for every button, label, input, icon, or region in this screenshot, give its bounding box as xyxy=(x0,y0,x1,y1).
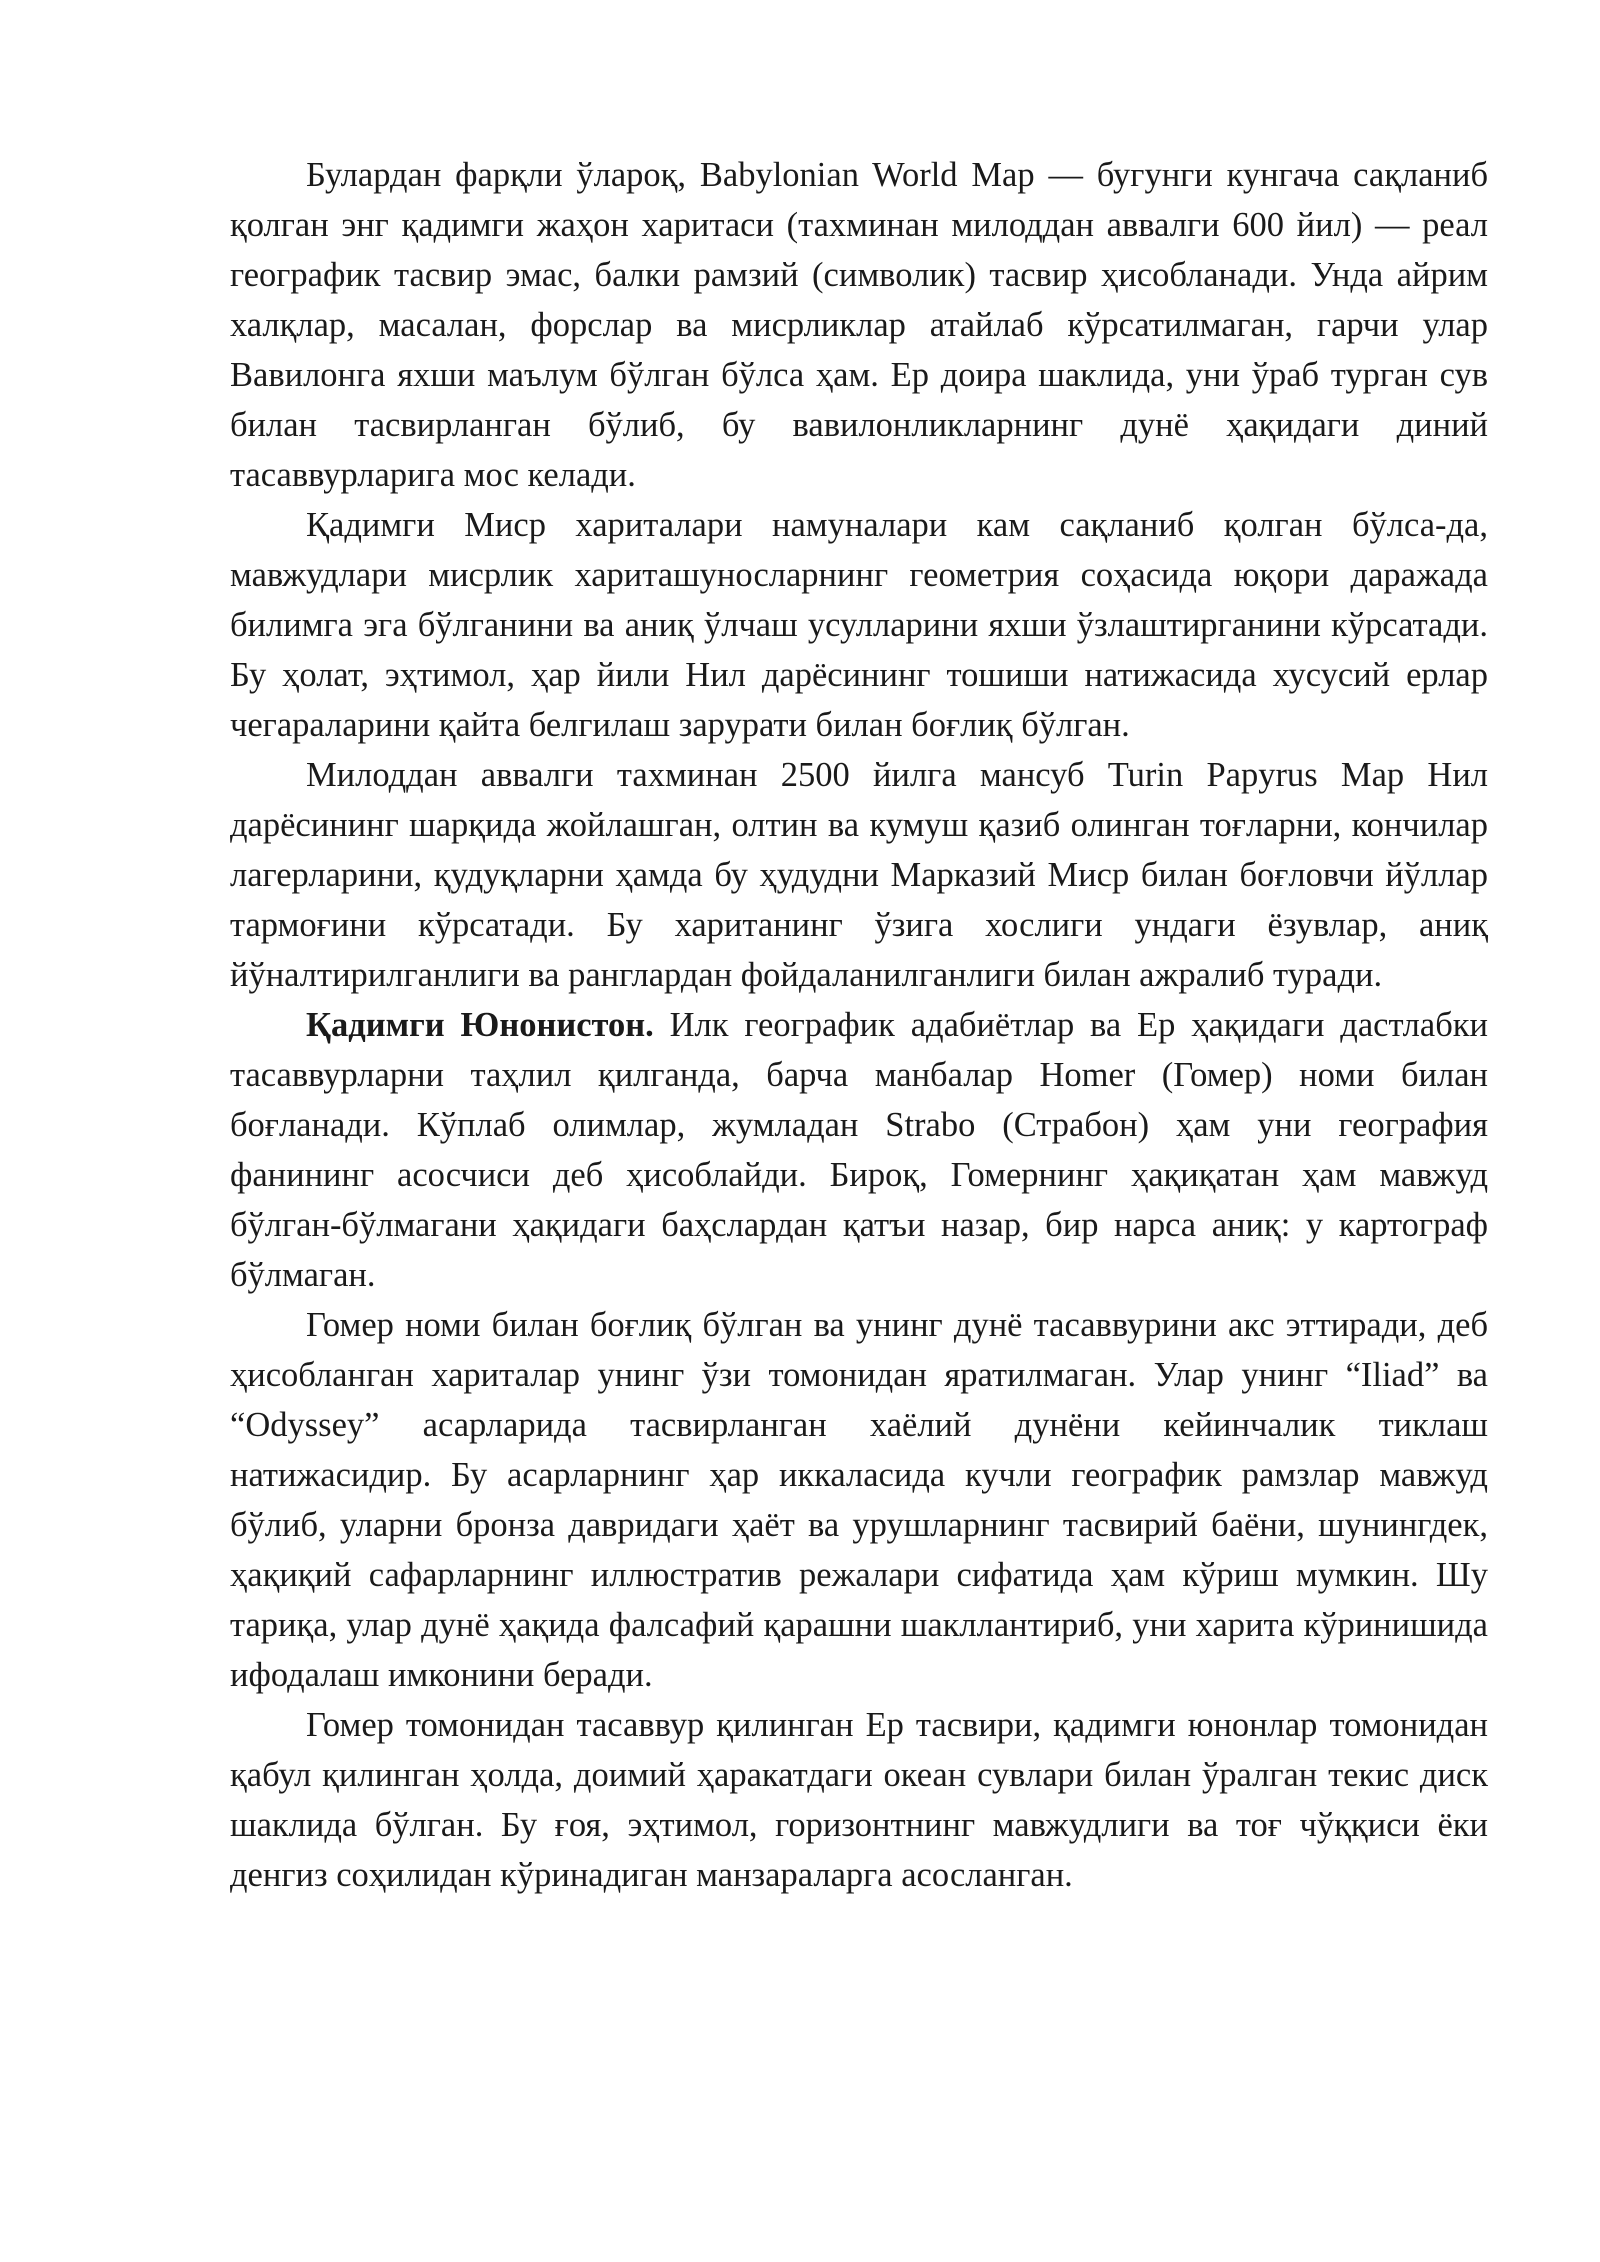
paragraph-text: Гомер номи билан боғлиқ бўлган ва унинг дунё тасаввурини акс эттиради, деб ҳисобланган хариталар унинг ўзи томонидан яратилмаган. Улар унинг “Iliad” ва “Odyssey” асарларида тасвирланган хаёлий дунёни кейинчалик тиклаш натижасидир. Бу асарларнинг ҳар иккаласида кучли географик рамзлар мавжуд бўлиб, уларни бронза давридаги ҳаёт ва урушларнинг тасвирий баёни, шунингдек, ҳақиқий сафарларнинг иллюстратив режалари сифатида ҳам кўриш мумкин. Шу тариқа, улар дунё ҳақида фалсафий қарашни шакллантириб, уни харита кўринишида ифодалаш имконини беради. xyxy=(230,1306,1488,1694)
paragraph-text: Милоддан аввалги тахминан 2500 йилга мансуб Turin Papyrus Map Нил дарёсининг шарқида жойлашган, олтин ва кумуш қазиб олинган тоғларни, кончилар лагерларини, қудуқларни ҳамда бу ҳудудни Марказий Миср билан боғловчи йўллар тармоғини кўрсатади. Бу хаританинг ўзига хослиги ундаги ёзувлар, аниқ йўналтирилганлиги ва ранглардан фойдаланилганлиги билан ажралиб туради. xyxy=(230,756,1488,994)
paragraph-homer-earth xyxy=(230,1700,1488,1900)
paragraph-babylonian-map xyxy=(230,150,1488,500)
paragraph-turin-papyrus xyxy=(230,750,1488,1000)
paragraph-egypt-maps xyxy=(230,500,1488,750)
paragraph-text: Қадимги Миср хариталари намуналари кам сақланиб қолган бўлса-да, мавжудлари мисрлик хариташуносларнинг геометрия соҳасида юқори даражада билимга эга бўлганини ва аниқ ўлчаш усулларини яхши ўзлаштирганини кўрсатади. Бу ҳолат, эҳтимол, ҳар йили Нил дарёсининг тошиши натижасида хусусий ерлар чегараларини қайта белгилаш зарурати билан боғлиқ бўлган. xyxy=(230,506,1488,744)
paragraph-text: Булардан фарқли ўлароқ, Babylonian World Map — бугунги кунгача сақланиб қолган энг қадимги жаҳон харитаси (тахминан милоддан аввалги 600 йил) — реал географик тасвир эмас, балки рамзий (символик) тасвир ҳисобланади. Унда айрим халқлар, масалан, форслар ва мисрликлар атайлаб кўрсатилмаган, гарчи улар Вавилонга яхши маълум бўлган бўлса ҳам. Ер доира шаклида, уни ўраб турган сув билан тасвирланган бўлиб, бу вавилонликларнинг дунё ҳақидаги диний тасаввурларига мос келади. xyxy=(230,156,1488,494)
paragraph-ancient-greece xyxy=(230,1000,1488,1300)
section-heading: Қадимги Юнонистон. xyxy=(306,1006,654,1044)
paragraph-homer-maps xyxy=(230,1300,1488,1700)
document-body xyxy=(230,150,1488,1900)
paragraph-text: Гомер томонидан тасаввур қилинган Ер тасвири, қадимги юнонлар томонидан қабул қилинган ҳолда, доимий ҳаракатдаги океан сувлари билан ўралган текис диск шаклида бўлган. Бу ғоя, эҳтимол, горизонтнинг мавжудлиги ва тоғ чўққиси ёки денгиз соҳилидан кўринадиган манзараларга асосланган. xyxy=(230,1706,1488,1894)
paragraph-text: Илк географик адабиётлар ва Ер ҳақидаги дастлабки тасаввурларни таҳлил қилганда, барча манбалар Homer (Гомер) номи билан боғланади. Кўплаб олимлар, жумладан Strabo (Страбон) ҳам уни география фанининг асосчиси деб ҳисоблайди. Бироқ, Гомернинг ҳақиқатан ҳам мавжуд бўлган-бўлмагани ҳақидаги баҳслардан қатъи назар, бир нарса аниқ: у картограф бўлмаган. xyxy=(230,1006,1488,1294)
